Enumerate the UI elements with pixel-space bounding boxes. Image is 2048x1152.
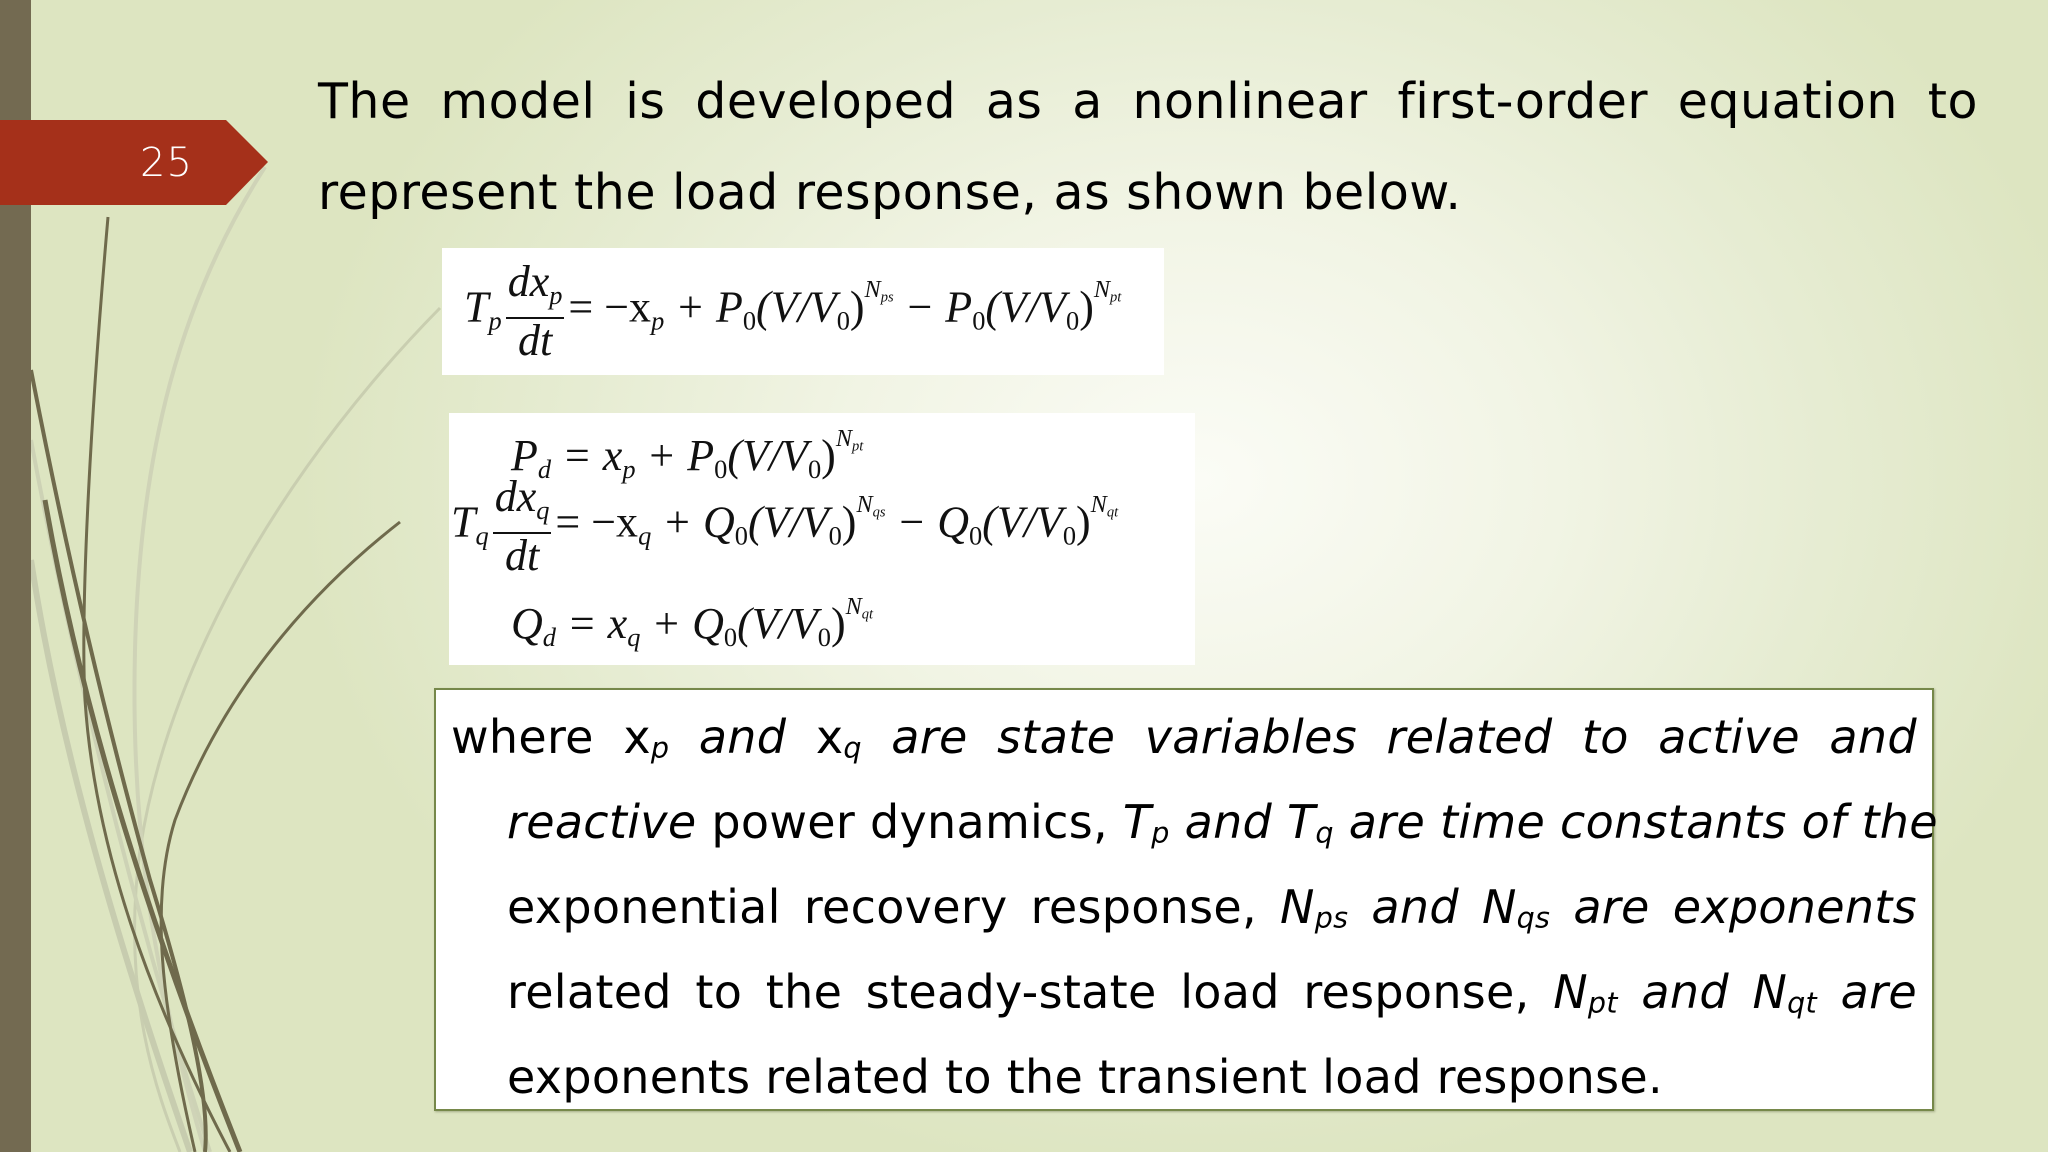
equation-reactive-power-demand: $Q_d = x_q + Q_0(V/V_0)^{N_{qt}}$ xyxy=(511,593,874,653)
derivative-fraction: $\frac{dx_p}{dt}$ xyxy=(507,257,563,365)
intro-word: nonlinear xyxy=(1132,73,1368,130)
intro-word: as xyxy=(985,73,1043,130)
intro-word: developed xyxy=(695,73,957,130)
intro-word: a xyxy=(1072,73,1103,130)
intro-word: model xyxy=(440,73,596,130)
equation-reactive-power-dynamics: $T_q$ $\frac{dx_q}{dt}$ = $-x_q + Q_0(V/V_0)^{N_{qs}} - Q_0(V/V_0)^{N_{qt}}$ xyxy=(451,472,1119,580)
intro-word: to xyxy=(1927,73,1978,130)
description-line-1: where xp and xq are state variables related to active and xyxy=(451,710,1917,765)
intro-line-2: represent the load response, as shown below. xyxy=(318,164,1462,221)
intro-word: first-order xyxy=(1397,73,1648,130)
intro-word: equation xyxy=(1677,73,1898,130)
arrow-tag-icon xyxy=(0,120,268,205)
description-line-3: exponential recovery response, Nps and Nqs are exponents xyxy=(507,880,1917,935)
derivative-fraction: $\frac{dx_q}{dt}$ xyxy=(494,472,550,580)
equation-active-power-demand: $P_d = x_p + P_0(V/V_0)^{N_{pt}}$ xyxy=(511,425,864,485)
description-line-4: related to the steady-state load response, Npt and Nqt are xyxy=(507,965,1917,1020)
equation-image-2 xyxy=(449,413,1195,665)
intro-paragraph xyxy=(318,56,1978,238)
variable-description-box xyxy=(434,688,1938,1111)
description-line-2: reactive power dynamics, Tp and Tq are time constants of the xyxy=(507,795,1938,850)
equation-active-power-dynamics: $T_p$ $\frac{dx_p}{dt}$ = $-x_p + P_0(V/V_0)^{N_{ps}} - P_0(V/V_0)^{N_{pt}}$ xyxy=(464,257,1122,365)
intro-line-1 xyxy=(318,56,1978,147)
intro-word: The xyxy=(318,73,411,130)
equation-image-1 xyxy=(442,248,1164,375)
intro-word: is xyxy=(625,73,666,130)
description-line-5: exponents related to the transient load response. xyxy=(507,1050,1663,1104)
slide-number: 25 xyxy=(140,140,193,186)
slide-number-tag xyxy=(0,120,268,205)
